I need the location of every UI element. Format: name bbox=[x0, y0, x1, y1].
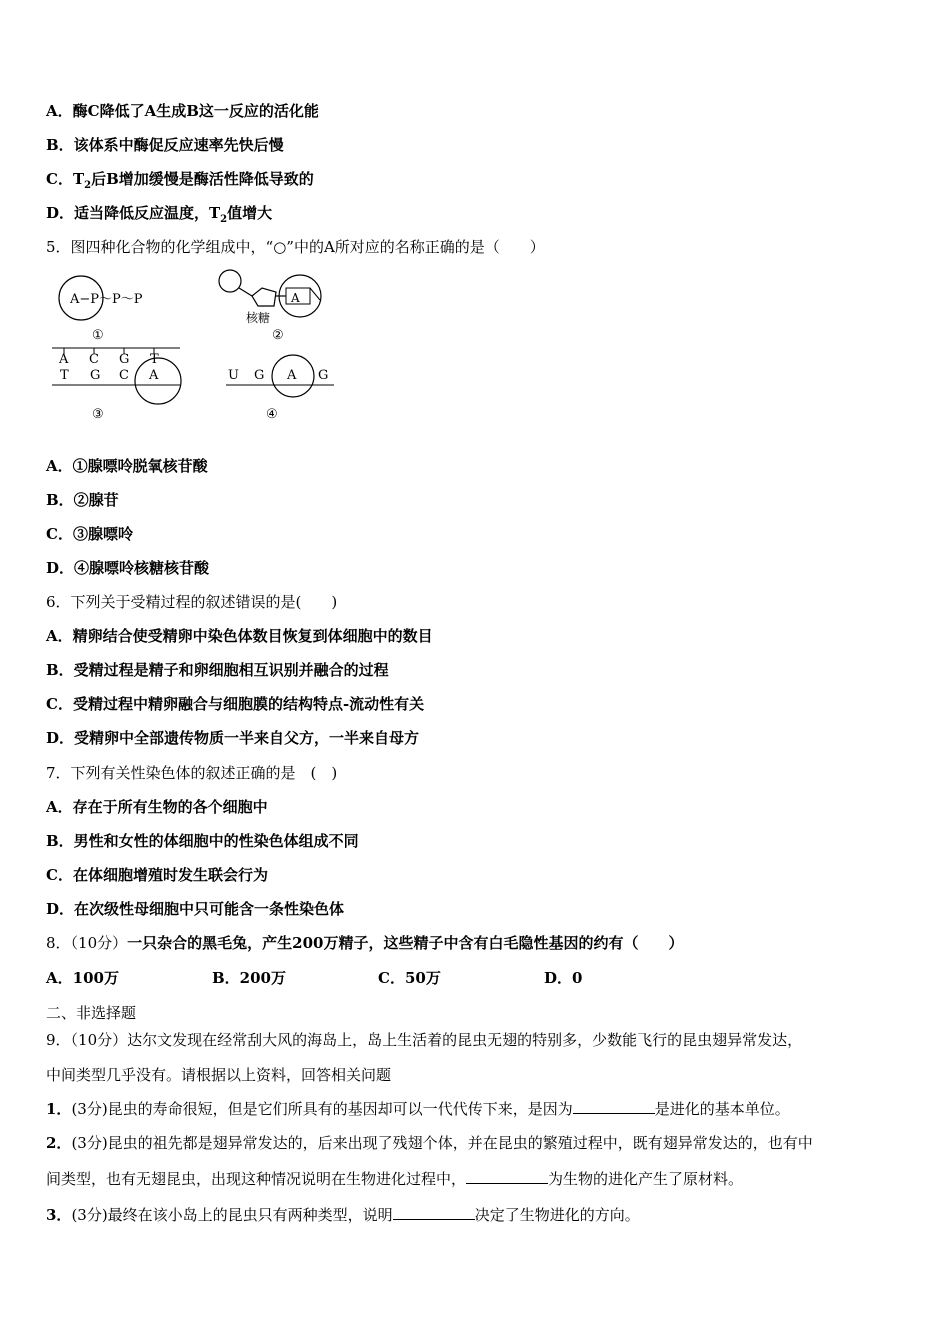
figure-2-base: A bbox=[291, 291, 300, 305]
q4-option-c: C．$T_2$后B增加缓慢是酶活性降低导致的 bbox=[46, 170, 314, 191]
figure-3-number: ③ bbox=[92, 407, 104, 422]
figure-3-dna bbox=[52, 348, 181, 422]
q6-option-b: B．受精过程是精子和卵细胞相互识别并融合的过程 bbox=[46, 661, 389, 679]
q8-option-d: D．0 bbox=[544, 969, 583, 987]
figure-1-number: ① bbox=[92, 328, 104, 343]
section-heading: 二、非选择题 bbox=[46, 1004, 137, 1022]
q5-option-b: B．②腺苷 bbox=[46, 491, 119, 509]
q4-option-d: D．适当降低反应温度，$T_2$值增大 bbox=[46, 204, 273, 225]
answer-blank-1[interactable] bbox=[573, 1099, 655, 1114]
q9-stem-line-1: 9．（10分）达尔文发现在经常刮大风的海岛上，岛上生活着的昆虫无翅的特别多，少数能飞行的昆虫翅异常发达， bbox=[46, 1031, 803, 1049]
figure-3-top-3: G bbox=[119, 352, 130, 367]
figure-4-rna bbox=[226, 355, 334, 422]
answer-blank-2[interactable] bbox=[466, 1169, 548, 1184]
q8-option-a: A．100万 bbox=[46, 969, 119, 987]
figure-4-number: ④ bbox=[266, 407, 278, 422]
figure-3-bottom-1: T bbox=[60, 368, 69, 383]
q7-option-c: C．在体细胞增殖时发生联会行为 bbox=[46, 866, 268, 884]
figure-4-letter-1: U bbox=[228, 368, 239, 383]
figure-4-letter-3: A bbox=[287, 368, 297, 383]
figure-3-top-4: T bbox=[150, 352, 159, 367]
q8-stem: 8．（10分）一只杂合的黑毛兔，产生200万精子，这些精子中含有白毛隐性基因的约有（ ） bbox=[46, 934, 684, 952]
q5-option-d: D．④腺嘌呤核糖核苷酸 bbox=[46, 559, 210, 577]
q4-option-a: A．酶C降低了A生成B这一反应的活化能 bbox=[46, 102, 319, 120]
q6-option-c: C．受精过程中精卵融合与细胞膜的结构特点-流动性有关 bbox=[46, 695, 425, 713]
figure-1-text: A−P～P～P bbox=[70, 292, 143, 307]
q6-option-d: D．受精卵中全部遗传物质一半来自父方，一半来自母方 bbox=[46, 729, 420, 747]
figure-1-atp bbox=[59, 276, 143, 343]
figure-2-number: ② bbox=[272, 328, 284, 343]
q7-stem: 7．下列有关性染色体的叙述正确的是 ( ) bbox=[46, 764, 338, 782]
q8-options bbox=[46, 968, 582, 988]
q8-option-b: B．200万 bbox=[212, 969, 286, 987]
q9-sub-3: 3．(3分)最终在该小岛上的昆虫只有两种类型，说明 决定了生物进化的方向。 bbox=[46, 1206, 640, 1224]
q5-option-a: A．①腺嘌呤脱氧核苷酸 bbox=[46, 457, 208, 475]
q7-option-d: D．在次级性母细胞中只可能含一条性染色体 bbox=[46, 900, 345, 918]
figure-2-nucleotide bbox=[219, 270, 321, 343]
q9-sub-1: 1．(3分)昆虫的寿命很短，但是它们所具有的基因却可以一代代传下来，是因为 是进化的基本单位。 bbox=[46, 1100, 790, 1118]
q9-sub-2-line-2: 间类型，也有无翅昆虫，出现这种情况说明在生物进化过程中， 为生物的进化产生了原材料。 bbox=[46, 1170, 744, 1188]
q5-stem: 5．图四种化合物的化学组成中，“○”中的A所对应的名称正确的是（ ） bbox=[46, 238, 545, 256]
q9-sub-2-line-1: 2．(3分)昆虫的祖先都是翅异常发达的，后来出现了残翅个体，并在昆虫的繁殖过程中，既有翅异常发达的，也有中 bbox=[46, 1134, 813, 1152]
figure-3-bottom-4: A bbox=[149, 368, 159, 383]
figure-3-top-1: A bbox=[59, 352, 69, 367]
q5-figure bbox=[40, 266, 350, 426]
figure-3-bottom-2: G bbox=[90, 368, 101, 383]
q4-option-b: B．该体系中酶促反应速率先快后慢 bbox=[46, 136, 284, 154]
figure-2-sugar-label: 核糖 bbox=[246, 311, 271, 325]
figure-3-bottom-3: C bbox=[119, 368, 129, 383]
answer-blank-3[interactable] bbox=[393, 1205, 475, 1220]
figure-3-top-2: C bbox=[89, 352, 99, 367]
q7-option-a: A．存在于所有生物的各个细胞中 bbox=[46, 798, 268, 816]
q6-option-a: A．精卵结合使受精卵中染色体数目恢复到体细胞中的数目 bbox=[46, 627, 433, 645]
q7-option-b: B．男性和女性的体细胞中的性染色体组成不同 bbox=[46, 832, 359, 850]
q5-option-c: C．③腺嘌呤 bbox=[46, 525, 133, 543]
q8-option-c: C．50万 bbox=[378, 969, 441, 987]
figure-4-letter-4: G bbox=[318, 368, 329, 383]
q6-stem: 6．下列关于受精过程的叙述错误的是( ) bbox=[46, 593, 338, 611]
figure-4-letter-2: G bbox=[254, 368, 265, 383]
q9-stem-line-2: 中间类型几乎没有。请根据以上资料，回答相关问题 bbox=[46, 1066, 392, 1084]
